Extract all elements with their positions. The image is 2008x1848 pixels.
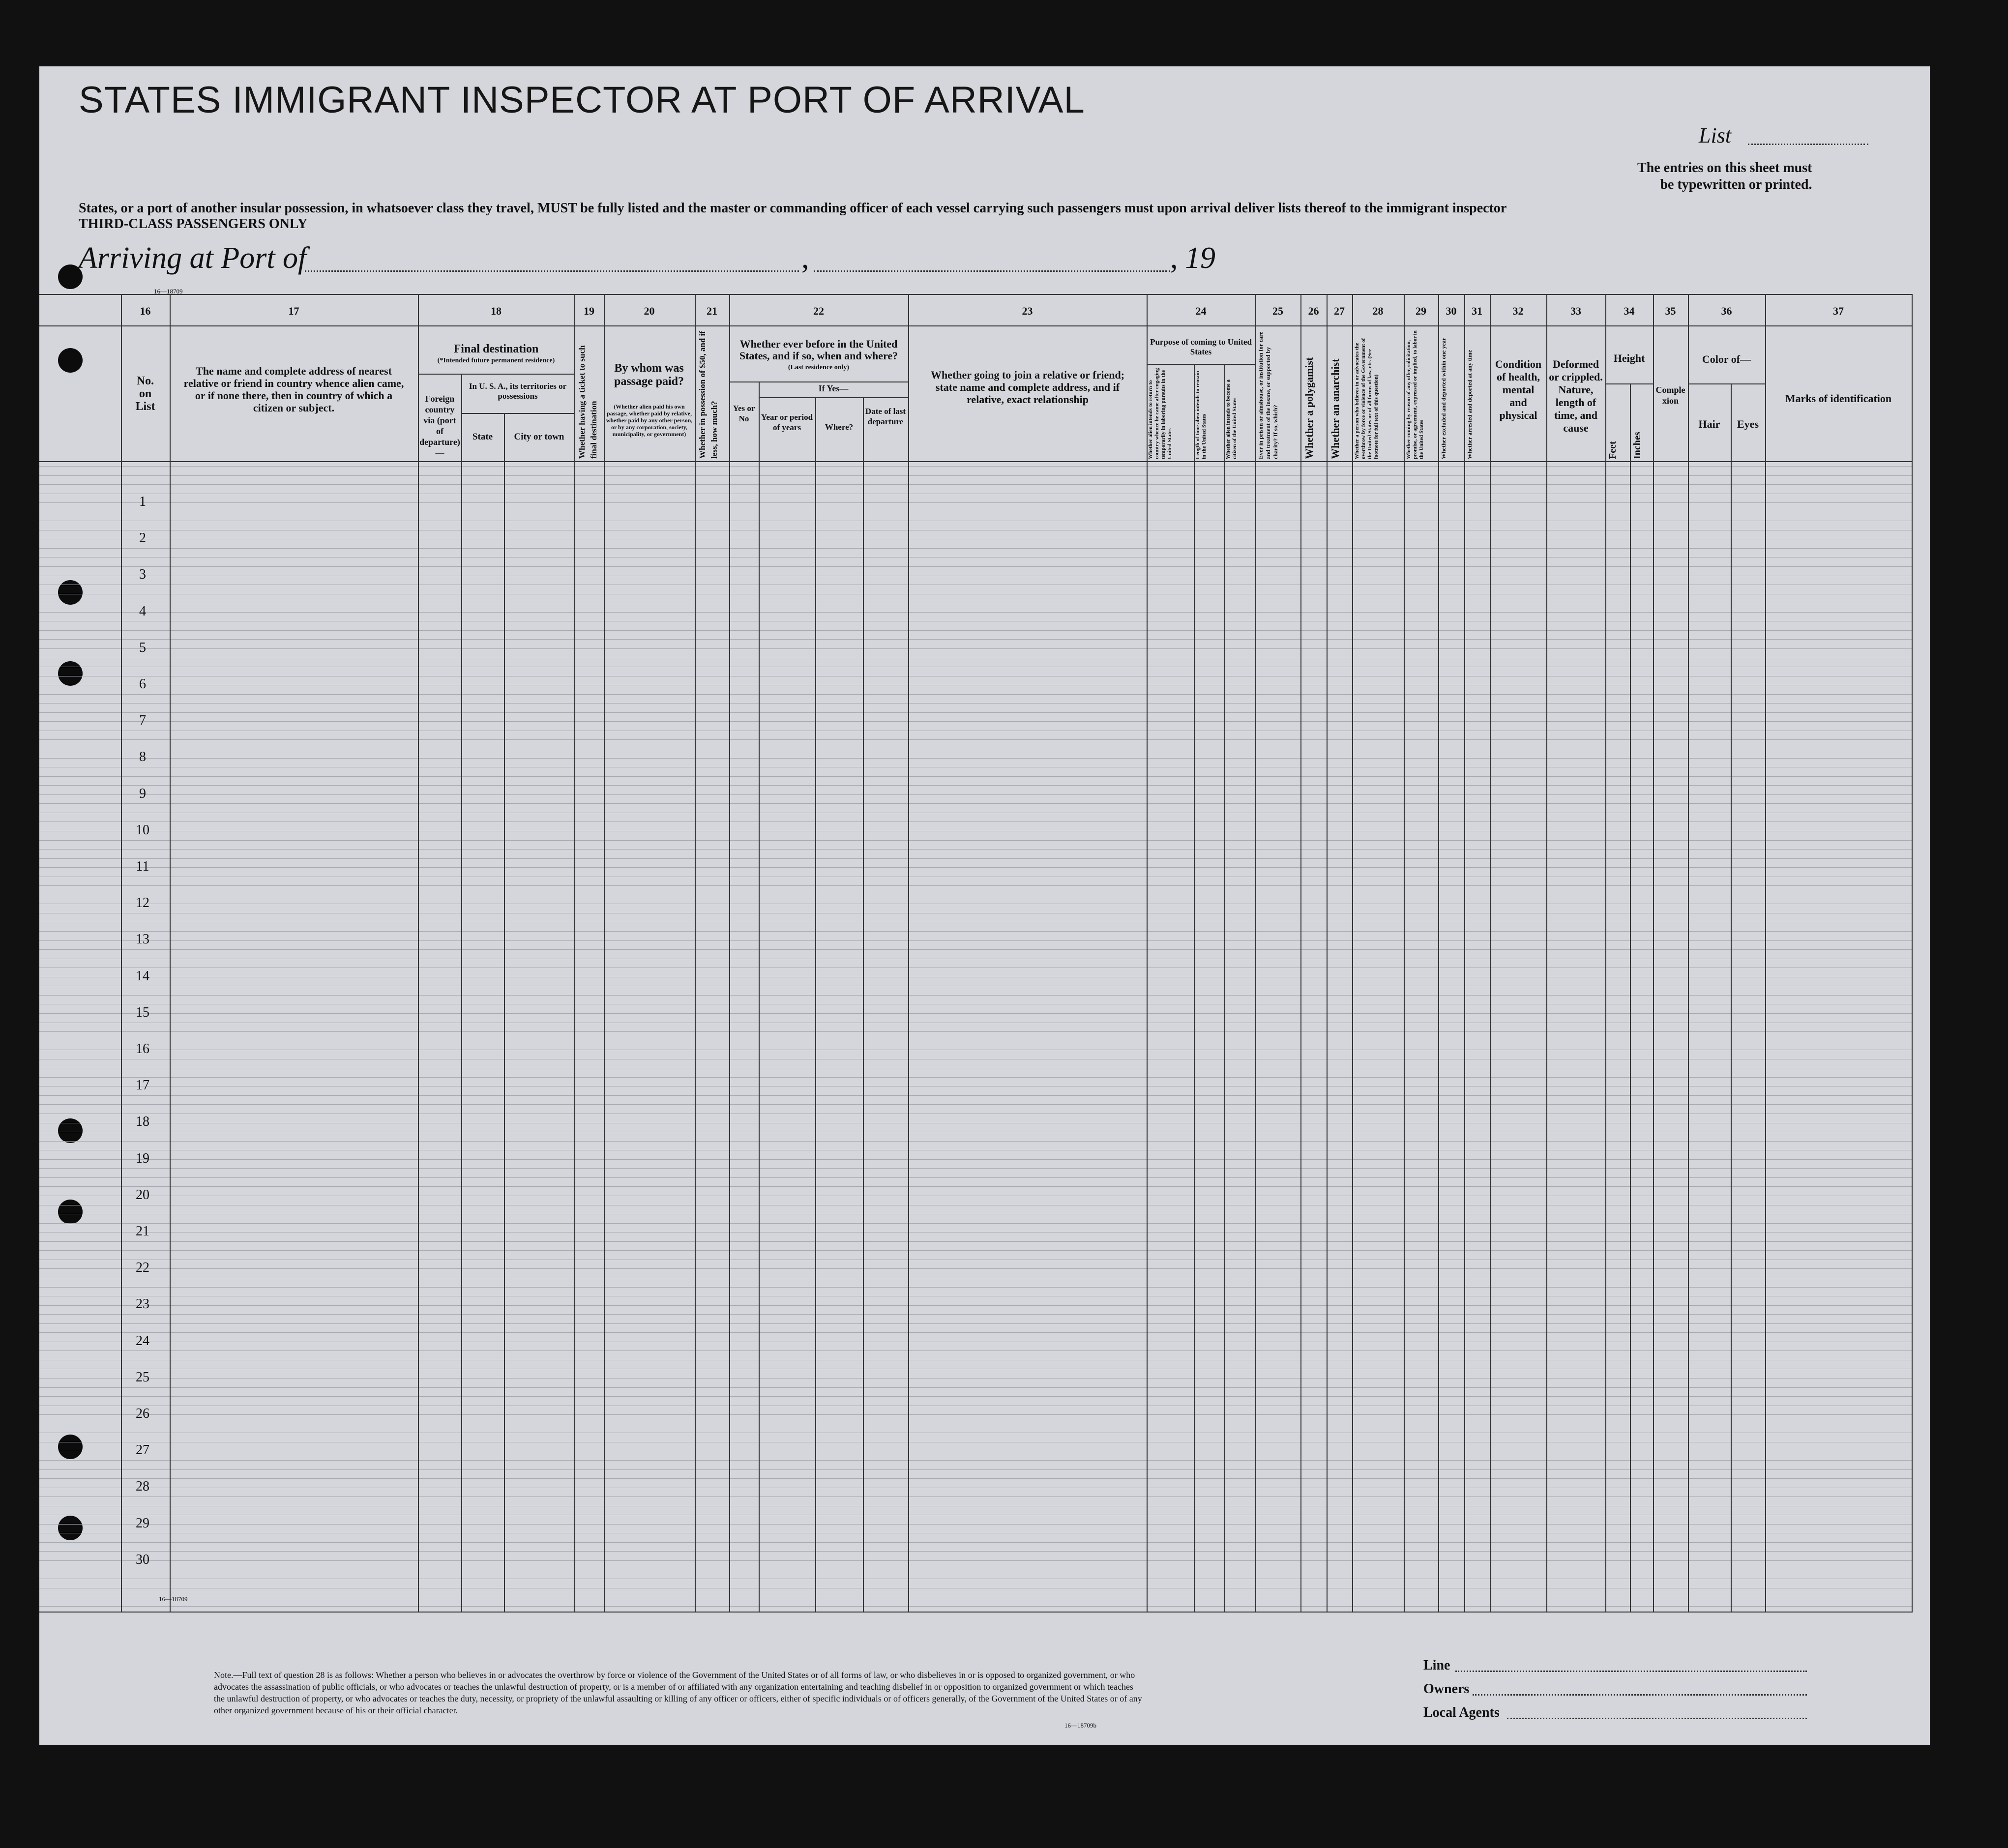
ruled-line [39,1496,1913,1497]
header-date-departure: Date of last departure [865,407,906,426]
header-if-yes: If Yes— [818,383,849,393]
ruled-line [39,1478,1913,1479]
row-number: 16 [136,1041,149,1056]
column-divider [1546,294,1547,1612]
row-number: 6 [139,676,146,692]
ruled-line [39,1560,1913,1561]
column-divider [1688,294,1689,1612]
ruled-line [39,1287,1913,1288]
column-divider [170,294,171,1612]
column-divider [1765,294,1766,1612]
ruled-line [39,1186,1913,1187]
header-length-of-stay: Length of time alien intends to remain in the United States [1195,371,1207,459]
binder-hole [58,1200,83,1224]
ruled-line [39,612,1913,613]
subcolumn-divider [461,374,462,1612]
header-purpose: Purpose of coming to United States [1150,337,1252,356]
header-yes-no: Yes or No [733,404,755,423]
row-number: 1 [139,494,146,509]
header-ticket: Whether having a ticket to such final destination [577,345,598,459]
header-arrested: Whether arrested and deported at any time [1466,350,1473,459]
row-number: 8 [139,749,146,764]
ruled-line [39,1350,1913,1351]
header-fifty-dollars: Whether in possession of $50, and if less, how much? [698,331,719,459]
column-number: 16 [140,305,151,317]
column-divider [1605,294,1606,1612]
ruled-line [39,940,1913,941]
header-color-of: Color of— [1702,353,1751,365]
ruled-line [39,1606,1913,1607]
ruled-line [39,1223,1913,1224]
ruled-line [39,648,1913,649]
ruled-line [39,1250,1913,1251]
row-number: 12 [136,895,149,910]
header-intends-return: Whether alien intends to return to country whence he came after engaging temporarily in laboring pursuits in the United States [1148,368,1173,459]
subheader-rule [461,413,574,414]
ruled-line [39,694,1913,695]
column-number: 23 [1022,305,1033,317]
ruled-line [39,1168,1913,1169]
ruled-line [39,475,1913,476]
row-number: 26 [136,1406,149,1421]
list-number-field[interactable] [1748,144,1868,145]
ruled-line [39,1268,1913,1269]
ruled-line [39,1460,1913,1461]
ruled-line [39,885,1913,886]
ruled-line [39,931,1913,932]
row-number: 13 [136,932,149,947]
ruled-line [39,1177,1913,1178]
ruled-line [39,639,1913,640]
column-divider [1147,294,1148,1612]
ruled-line [39,1396,1913,1397]
header-year: Year or period of years [761,412,813,432]
form-code: 16—18709b [1064,1722,1096,1729]
subcolumn-divider [815,397,816,1612]
column-divider [1438,294,1439,1612]
header-usa: In U. S. A., its territories or possessions [469,381,567,401]
header-inches: Inches [1632,432,1643,459]
line-label: Line [1423,1658,1450,1673]
ruled-line [39,949,1913,950]
column-divider [604,294,605,1612]
header-eyes: Eyes [1737,418,1759,430]
header-passage-paid: By whom was passage paid? [614,362,684,388]
row-number: 23 [136,1296,149,1312]
row-number: 20 [136,1187,149,1203]
ruled-line [39,1323,1913,1324]
ruled-line [39,1305,1913,1306]
passenger-class: THIRD-CLASS PASSENGERS ONLY [79,216,308,232]
subcolumn-divider [863,397,864,1612]
column-divider [1352,294,1353,1612]
header-excluded: Whether excluded and deported within one year [1440,337,1447,459]
year-prefix: 19 [1185,241,1215,275]
row-number: 18 [136,1114,149,1129]
header-where: Where? [825,422,854,432]
column-number: 21 [707,305,717,317]
number-row-border [39,325,1913,326]
row-number: 7 [139,713,146,728]
form-code: 16—18709 [159,1595,188,1603]
column-number: 28 [1372,305,1384,317]
ruled-line [39,1551,1913,1552]
column-number: 17 [288,305,299,317]
subcolumn-divider [1731,383,1732,1612]
ruled-line [39,1524,1913,1525]
subcolumn-divider [759,381,760,1612]
header-ever-before: Whether ever before in the United States, and if so, when and where? [739,338,898,362]
local-agents-label: Local Agents [1423,1705,1500,1720]
ruled-line [39,1013,1913,1014]
line-field[interactable] [1455,1671,1807,1672]
binder-hole [58,1516,83,1540]
ruled-line [39,1542,1913,1543]
row-number: 14 [136,968,149,984]
ruled-line [39,466,1913,467]
binder-hole [58,661,83,686]
row-number: 29 [136,1516,149,1531]
subheader-rule [1605,383,1653,384]
column-divider [695,294,696,1612]
subheader-rule [759,397,908,398]
subcolumn-divider [504,413,505,1612]
ruled-line [39,1031,1913,1032]
ruled-line [39,995,1913,996]
column-divider [1255,294,1256,1612]
column-divider [1653,294,1654,1612]
column-number: 27 [1334,305,1345,317]
ruled-line [39,630,1913,631]
column-divider [418,294,419,1612]
list-label: List [1699,123,1732,147]
subheader-rule [1688,383,1765,384]
subheader-rule [1147,364,1255,365]
column-number: 29 [1416,305,1426,317]
ruled-line [39,1241,1913,1242]
column-divider [574,294,575,1612]
entries-note-line: The entries on this sheet must [1637,160,1812,176]
header-height: Height [1613,352,1645,364]
row-number: 11 [136,859,149,874]
ruled-line [39,840,1913,841]
subheader-rule [418,374,574,375]
ruled-line [39,794,1913,795]
binder-hole [58,348,83,373]
ruled-line [39,1159,1913,1160]
column-divider [908,294,909,1612]
table-top-border [39,294,1913,295]
ruled-line [39,867,1913,868]
header-anarchist: Whether an anarchist [1329,358,1341,459]
footnote: Note.—Full text of question 28 is as follows: Whether a person who believes in or advocates the overthrow by force or violence of the Government of the United States or of all forms of law, or who disbelieves in or is opposed to organized government, or who advocates the assassination of public officials, or who advocates or teaches the unlawful destruction of property, or is a member of or affiliated with any organization entertaining and teaching disbelief in or opposition to organized government or which teaches the unlawful destruction of property, or who advocates or teaches the duty, necessity, or propriety of the unlawful assaulting or killing of any officer or officers, either of specific individuals or of officers generally, of the Government of the United States or of any other organized government because of his or their official character. [214,1670,1142,1715]
ruled-line [39,712,1913,713]
column-divider [1464,294,1465,1612]
row-number: 15 [136,1005,149,1020]
row-number: 4 [139,604,146,619]
port-field[interactable] [305,270,799,272]
column-divider [1490,294,1491,1612]
ruled-line [39,1332,1913,1333]
ruled-line [39,821,1913,822]
subtitle: States, or a port of another insular possession, in whatsoever class they travel, MUST be fully listed and the master or commanding officer of each vessel carrying such passengers must upon arrival deliver lists thereof to the immigrant inspector [79,201,1507,216]
entries-note-line: be typewritten or printed. [1660,177,1812,192]
row-number: 30 [136,1552,149,1567]
ruled-line [39,502,1913,503]
subcolumn-divider [1194,364,1195,1612]
header-line: on [139,387,152,400]
row-number: 22 [136,1260,149,1275]
ruled-line [39,1077,1913,1078]
local-agents-field[interactable] [1507,1718,1807,1719]
header-last-residence: (Last residence only) [788,364,850,371]
ruled-line [39,849,1913,850]
header-state: State [472,432,493,442]
row-number: 19 [136,1151,149,1166]
header-health: Condition of health, mental and physical [1495,358,1542,421]
column-number: 33 [1570,305,1581,317]
column-number: 32 [1512,305,1524,317]
column-number: 36 [1721,305,1732,317]
column-number: 37 [1833,305,1844,317]
row-number: 25 [136,1370,149,1385]
table-bottom-border [39,1612,1913,1613]
ruled-line [39,1414,1913,1415]
header-list-number [121,375,170,413]
column-divider [1300,294,1301,1612]
column-number: 22 [813,305,824,317]
ruled-line [39,548,1913,549]
header-foreign-country: Foreign country via (port of departure)— [419,394,460,458]
header-deformed: Deformed or crippled. Nature, length of time, and cause [1549,358,1603,434]
row-number: 2 [139,530,146,546]
header-final-destination-note: (*Intended future permanent residence) [437,357,555,364]
header-joining-relative: Whether going to join a relative or friend; state name and complete address, and if relative, exact relationship [930,369,1125,406]
ruled-line [39,758,1913,759]
row-number: 21 [136,1224,149,1239]
header-line: No. [136,375,154,387]
ruled-line [39,721,1913,722]
header-city: City or town [514,432,564,442]
header-passage-paid-note: (Whether alien paid his own passage, whether paid by relative, whether paid by any other person, or by any corporation, society, municipality, or government) [606,403,693,438]
ruled-line [39,1141,1913,1142]
column-number: 35 [1665,305,1676,317]
comma: , [1170,241,1178,275]
ruled-line [39,1469,1913,1470]
binder-hole [58,1118,83,1143]
header-line: List [135,400,155,413]
column-number: 30 [1446,305,1457,317]
header-labor-offer: Whether coming by reason of any offer, solicitation, promise, or agreement, expressed or implied, to labor in the United States [1406,330,1424,459]
header-feet: Feet [1607,441,1618,459]
column-divider [1912,294,1913,1612]
ruled-line [39,803,1913,804]
page-title: STATES IMMIGRANT INSPECTOR AT PORT OF ARRIVAL [79,79,1085,121]
header-become-citizen: Whether alien intends to become a citizen of the United States [1225,379,1238,459]
header-hair: Hair [1698,418,1720,430]
subcolumn-divider [1630,383,1631,1612]
row-number: 24 [136,1333,149,1349]
header-final-destination: Final destination [453,343,539,355]
ruled-line [39,1387,1913,1388]
column-divider [1404,294,1405,1612]
column-number: 26 [1308,305,1319,317]
column-divider [729,294,730,1612]
header-complexion: Complexion [1655,385,1685,406]
ruled-line [39,858,1913,859]
row-number: 9 [139,786,146,801]
ruled-line [39,484,1913,485]
ruled-line [39,1095,1913,1096]
form-code: 16—18709 [154,288,183,295]
ruled-line [39,739,1913,740]
column-number: 24 [1195,305,1207,317]
column-number: 18 [491,305,502,317]
row-number: 17 [136,1078,149,1093]
column-divider [121,294,122,1612]
row-number: 3 [139,567,146,582]
ruled-line [39,703,1913,704]
ruled-line [39,776,1913,777]
column-number: 34 [1624,305,1635,317]
row-number: 10 [136,822,149,838]
header-marks: Marks of identification [1785,392,1892,405]
header-bottom-border [39,461,1913,462]
row-number: 28 [136,1479,149,1494]
comma: , [801,241,809,275]
entries-note [1637,160,1812,193]
ruled-line [39,1314,1913,1315]
row-number: 5 [139,640,146,655]
manifest-sheet [39,66,1930,1745]
ruled-line [39,785,1913,786]
column-number: 20 [644,305,655,317]
binder-hole [58,1435,83,1459]
column-number: 19 [584,305,594,317]
header-question-28: Whether a person who believes in or advocates the overthrow by force or violence of the Government of the United States or of all forms of law, etc. (See footnote for full text of this question) [1354,338,1379,459]
arriving-label: Arriving at Port of [79,241,307,275]
header-nearest-relative: The name and complete address of nearest relative or friend in country whence alien came, or if none there, then in country of which a citizen or subject. [183,365,404,414]
header-polygamist: Whether a polygamist [1303,357,1315,459]
binder-hole [58,580,83,605]
owners-field[interactable] [1473,1694,1807,1696]
header-prison: Ever in prison or almshouse, or institution for care and treatment of the insane, or supported by charity? If so, which? [1257,331,1279,459]
ruled-line [39,566,1913,567]
row-number: 27 [136,1442,149,1458]
date-field[interactable] [814,270,1170,272]
ruled-line [39,1378,1913,1379]
subcolumn-divider [1224,364,1225,1612]
column-number: 31 [1472,305,1482,317]
column-number: 25 [1272,305,1283,317]
column-divider [1327,294,1328,1612]
ruled-line [39,1104,1913,1105]
owners-label: Owners [1423,1681,1470,1697]
